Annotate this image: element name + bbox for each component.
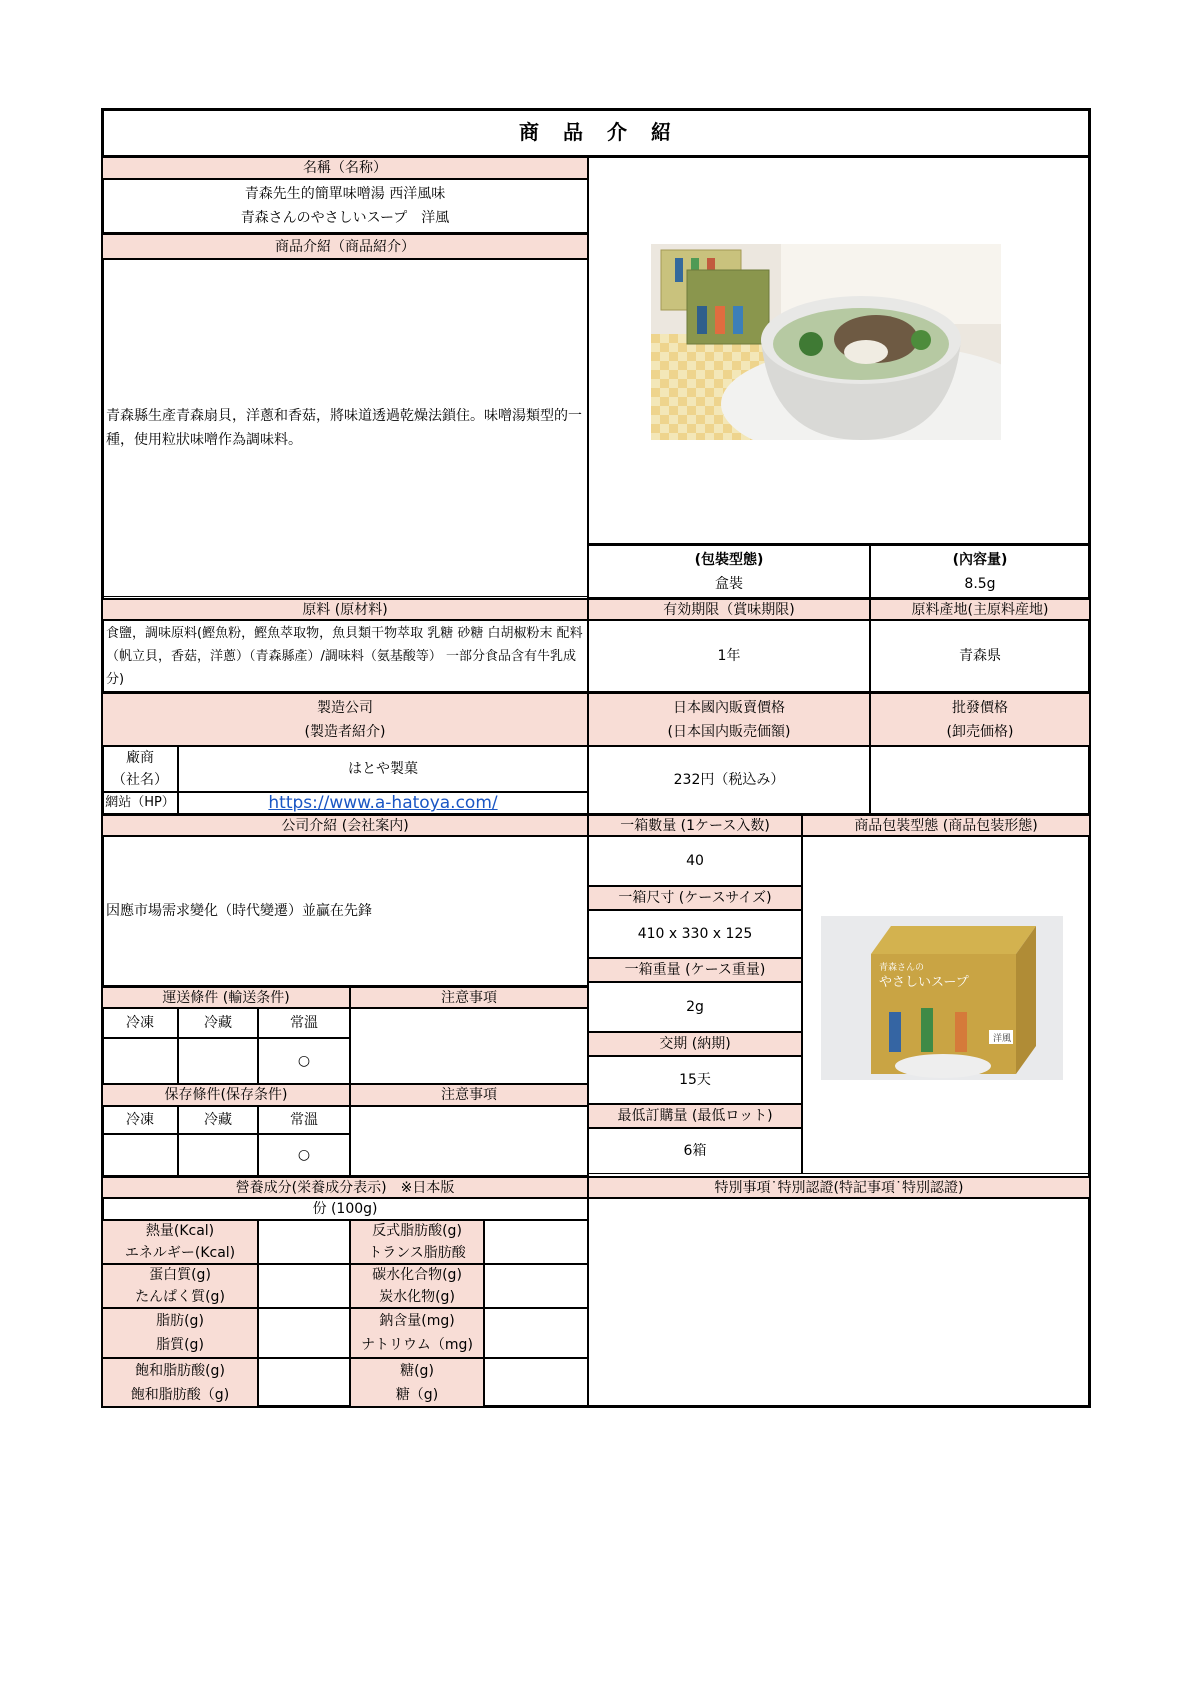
- website-link[interactable]: https://www.a-hatoya.com/: [268, 793, 498, 813]
- nutrition-protein-value: [258, 1264, 350, 1308]
- special-header: 特別事項˙特別認證(特記事項˙特別認證): [588, 1176, 1090, 1198]
- box-text-3: 洋風: [993, 1034, 1012, 1044]
- packaging-photo: [821, 916, 1063, 1080]
- storage-col-chilled: 冷藏: [178, 1106, 258, 1134]
- ingredients-header: 原料 (原材料): [102, 598, 588, 620]
- nutrition-carbs-value: [484, 1264, 588, 1308]
- case-qty-value: 40: [588, 836, 802, 886]
- case-size-header: 一箱尺寸 (ケースサイズ): [588, 886, 802, 910]
- nutrition-protein-label: 蛋白質(g) たんぱく質(g): [102, 1264, 258, 1308]
- name-header: 名稱（名称）: [102, 157, 588, 179]
- storage-mark-chilled: [178, 1134, 258, 1176]
- transport-col-chilled: 冷藏: [178, 1008, 258, 1038]
- case-weight-header: 一箱重量 (ケース重量): [588, 958, 802, 982]
- transport-notes: [350, 1008, 588, 1084]
- special-content: [588, 1198, 1090, 1407]
- nutrition-carbs-label: 碳水化合物(g) 炭水化物(g): [350, 1264, 484, 1308]
- nutrition-energy-label: 熱量(Kcal) エネルギー(Kcal): [102, 1220, 258, 1264]
- intro-header: 商品介紹（商品紹介）: [102, 233, 588, 259]
- package-header: (包裝型態): [694, 551, 764, 568]
- storage-header: 保存條件(保存条件): [102, 1084, 350, 1106]
- website-label: 網站（HP）: [102, 792, 178, 814]
- product-name: [102, 179, 588, 233]
- website-cell: [178, 792, 588, 814]
- nutrition-header: 營養成分(栄養成分表示) ※日本版: [102, 1176, 588, 1198]
- expiry-value: 1年: [588, 620, 870, 692]
- packaging-form-header: 商品包裝型態 (商品包装形態): [802, 814, 1090, 836]
- product-photo: [651, 244, 1001, 440]
- nutrition-energy-value: [258, 1220, 350, 1264]
- retail-header: 日本國內販賣價格 (日本国内販売価額): [588, 692, 870, 746]
- nutrition-trans-fat-label: 反式脂肪酸(g) トランス脂肪酸: [350, 1220, 484, 1264]
- transport-mark-chilled: [178, 1038, 258, 1084]
- wholesale-header: 批發價格 (卸売価格): [870, 692, 1090, 746]
- origin-value: 青森県: [870, 620, 1090, 692]
- box-text-2: やさしいスープ: [879, 975, 969, 990]
- min-lot-value: 6箱: [588, 1128, 802, 1174]
- soup-photo-svg: [651, 244, 1001, 440]
- nutrition-fat-label: 脂肪(g) 脂質(g): [102, 1308, 258, 1358]
- storage-col-ambient: 常溫: [258, 1106, 350, 1134]
- maker-label: 廠商 （社名）: [102, 746, 178, 792]
- nutrition-sodium-label: 鈉含量(mg) ナトリウム（mg): [350, 1308, 484, 1358]
- transport-mark-frozen: [102, 1038, 178, 1084]
- transport-header: 運送條件 (輸送条件): [102, 986, 350, 1008]
- case-weight-value: 2g: [588, 982, 802, 1032]
- retail-value: 232円（税込み）: [588, 746, 870, 814]
- case-size-value: 410 x 330 x 125: [588, 910, 802, 958]
- content-header: (內容量): [952, 551, 1008, 568]
- product-name-ja: 青森さんのやさしいスープ 洋風: [240, 210, 450, 226]
- transport-notes-header: 注意事項: [350, 986, 588, 1008]
- lead-time-value: 15天: [588, 1056, 802, 1104]
- serving-size: 份 (100g): [102, 1198, 588, 1220]
- nutrition-trans-fat-value: [484, 1220, 588, 1264]
- expiry-header: 有効期限（賞味期限): [588, 598, 870, 620]
- box-text-1: 青森さんの: [879, 963, 925, 973]
- transport-col-frozen: 冷凍: [102, 1008, 178, 1038]
- nutrition-sugar-value: [484, 1358, 588, 1407]
- case-qty-header: 一箱數量 (1ケース入数): [588, 814, 802, 836]
- storage-mark-frozen: [102, 1134, 178, 1176]
- origin-header: 原料產地(主原料産地): [870, 598, 1090, 620]
- intro-text: 青森縣生產青森扇貝，洋蔥和香菇，將味道透過乾燥法鎖住。味噌湯類型的一種，使用粒狀味噌作為調味料。: [102, 259, 588, 597]
- maker-value: はとや製菓: [178, 746, 588, 792]
- content-cell: [870, 544, 1090, 598]
- transport-mark-ambient: ○: [258, 1038, 350, 1084]
- transport-col-ambient: 常溫: [258, 1008, 350, 1038]
- package-value: 盒裝: [715, 575, 743, 592]
- nutrition-fat-value: [258, 1308, 350, 1358]
- nutrition-sat-fat-value: [258, 1358, 350, 1407]
- product-name-zh: 青森先生的簡單味噌湯 西洋風味: [244, 186, 446, 202]
- maker-header: 製造公司 (製造者紹介): [102, 692, 588, 746]
- storage-mark-ambient: ○: [258, 1134, 350, 1176]
- storage-col-frozen: 冷凍: [102, 1106, 178, 1134]
- nutrition-sodium-value: [484, 1308, 588, 1358]
- page-title: [102, 109, 1090, 157]
- title-text: 商 品 介 紹: [519, 120, 673, 144]
- package-cell: [588, 544, 870, 598]
- box-photo-svg: [821, 916, 1063, 1080]
- storage-notes: [350, 1106, 588, 1176]
- wholesale-value: [870, 746, 1090, 814]
- company-text: 因應市場需求變化（時代變遷）並贏在先鋒: [102, 836, 588, 986]
- nutrition-sugar-label: 糖(g) 糖（g): [350, 1358, 484, 1407]
- content-value: 8.5g: [964, 575, 996, 592]
- company-header: 公司介紹 (会社案内): [102, 814, 588, 836]
- box-photo-2: [687, 270, 769, 344]
- min-lot-header: 最低訂購量 (最低ロット): [588, 1104, 802, 1128]
- lead-time-header: 交期 (納期): [588, 1032, 802, 1056]
- ingredients-text: 食鹽，調味原料(鰹魚粉，鰹魚萃取物，魚貝類干物萃取 乳糖 砂糖 白胡椒粉末 配料（帆立貝，香菇，洋蔥）（青森縣產）/調味料（氨基酸等） 一部分食品含有牛乳成分): [102, 620, 588, 692]
- storage-notes-header: 注意事項: [350, 1084, 588, 1106]
- nutrition-sat-fat-label: 飽和脂肪酸(g) 飽和脂肪酸（g): [102, 1358, 258, 1407]
